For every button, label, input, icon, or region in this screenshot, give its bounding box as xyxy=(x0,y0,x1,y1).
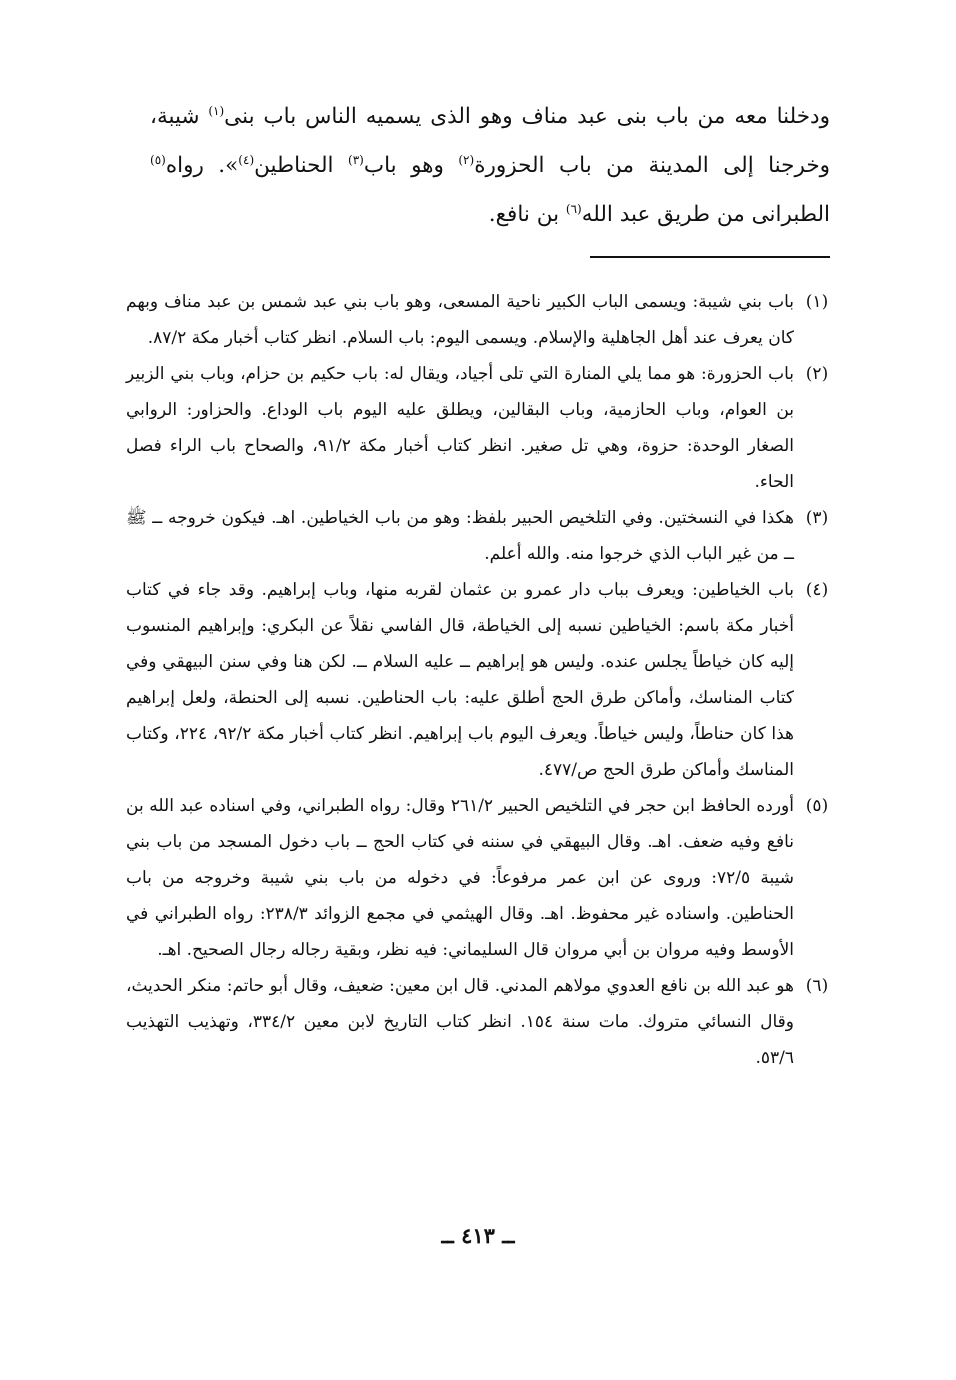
footnote-5 xyxy=(126,788,840,968)
footnote-number: (٥) xyxy=(805,796,829,816)
footnote-number: (١) xyxy=(805,292,829,312)
footnote-number: (٣) xyxy=(805,508,829,528)
main-text-segment: وخرجنا إلى المدينة من باب الحزورة xyxy=(474,153,831,178)
footnote-text: هو عبد الله بن نافع العدوي مولاهم المدني. قال ابن معين: ضعيف، وقال أبو حاتم: منكر الحديث، وقال النسائي متروك. مات سنة ١٥٤. انظر كتاب التاريخ لابن معين ٣٣٤/٢، وتهذيب التهذيب ٥٣/٦. xyxy=(126,976,795,1068)
main-text-segment: ». رواه xyxy=(165,153,239,178)
footnote-separator xyxy=(590,256,830,258)
main-text-segment: الحناطين xyxy=(254,153,348,178)
footnote-text: باب الخياطين: ويعرف بباب دار عمرو بن عثمان لقربه منها، وباب إبراهيم. وقد جاء في كتاب أخبار مكة باسم: الخياطين نسبه إلى الخياطة، قال الفاسي نقلاً عن البكري: وإبراهيم المنسوب إليه كان خياطاً يجلس عنده. وليس هو إبراهيم ــ عليه السلام ــ. لكن هنا وفي سنن البيهقي وفي كتاب المناسك، وأماكن طرق الحج أطلق عليه: باب الحناطين. نسبه إلى الحنطة، ولعل إبراهيم هذا كان حناطاً، وليس خياطاً. ويعرف اليوم باب إبراهيم. انظر كتاب أخبار مكة ٩٢/٢، ٢٢٤، وكتاب المناسك وأماكن طرق الحج ص/٤٧٧. xyxy=(126,580,795,780)
main-text-segment: شيبة، xyxy=(150,104,209,129)
footnote-number: (٢) xyxy=(805,364,829,384)
footnote-text: باب بني شيبة: ويسمى الباب الكبير ناحية المسعى، وهو باب بني عبد شمس بن عبد مناف وبهم كان يعرف عند أهل الجاهلية والإسلام. ويسمى اليوم: باب السلام. انظر كتاب أخبار مكة ٨٧/٢. xyxy=(126,292,794,348)
footnote-2 xyxy=(126,356,840,500)
footnote-ref-2[interactable]: (٢) xyxy=(458,152,475,167)
footnote-6 xyxy=(126,968,840,1076)
main-paragraph xyxy=(150,92,830,239)
footnote-ref-5[interactable]: (٥) xyxy=(150,152,166,167)
footnote-number: (٤) xyxy=(805,580,829,600)
page-number: ــ ٤١٣ ــ xyxy=(441,1223,515,1248)
footnote-ref-3[interactable]: (٣) xyxy=(348,152,364,167)
main-text-segment: ودخلنا معه من باب بنى عبد مناف وهو الذى يسميه الناس باب بنى xyxy=(224,104,831,129)
footnote-ref-6[interactable]: (٦) xyxy=(565,201,582,216)
footnote-4 xyxy=(126,572,840,788)
footnote-ref-1[interactable]: (١) xyxy=(208,103,225,118)
footnote-text: باب الحزورة: هو مما يلي المنارة التي تلى أجياد، ويقال له: باب حكيم بن حزام، وباب بني الزبير بن العوام، وباب الحازمية، وباب البقالين، ويطلق عليه اليوم باب الوداع. والحزاور: الروابي الصغار الوحدة: حزوة، وهي تل صغير. انظر كتاب أخبار مكة ٩١/٢، والصحاح باب الراء فصل الحاء. xyxy=(126,364,794,492)
footnote-number: (٦) xyxy=(805,976,829,996)
footnote-3 xyxy=(126,500,840,572)
footnote-1 xyxy=(126,284,840,356)
footnote-ref-4[interactable]: (٤) xyxy=(238,152,255,167)
footnote-text: هكذا في النسختين. وفي التلخيص الحبير بلفظ: وهو من باب الخياطين. اهـ. فيكون خروجه ــ ﷺ ــ من غير الباب الذي خرجوا منه. والله أعلم. xyxy=(126,508,794,564)
main-text-segment: بن نافع. xyxy=(488,202,566,227)
main-text-segment: الطبرانى من طريق عبد الله xyxy=(581,202,830,227)
footnotes xyxy=(126,284,840,1076)
main-text-segment: وهو باب xyxy=(363,153,459,178)
footnote-text: أورده الحافظ ابن حجر في التلخيص الحبير ٢٦١/٢ وقال: رواه الطبراني، وفي اسناده عبد الله بن نافع وفيه ضعف. اهـ. وقال البيهقي في سننه في كتاب الحج ــ باب دخول المسجد من باب بني شيبة ٧٢/٥: وروى عن ابن عمر مرفوعاً: في دخوله من باب بني شيبة وخروجه من باب الحناطين. واسناده غير محفوظ. اهـ. وقال الهيثمي في مجمع الزوائد ٢٣٨/٣: رواه الطبراني في الأوسط وفيه مروان بن أبي مروان قال السليماني: فيه نظر، وبقية رجاله رجال الصحيح. اهـ. xyxy=(126,796,794,960)
